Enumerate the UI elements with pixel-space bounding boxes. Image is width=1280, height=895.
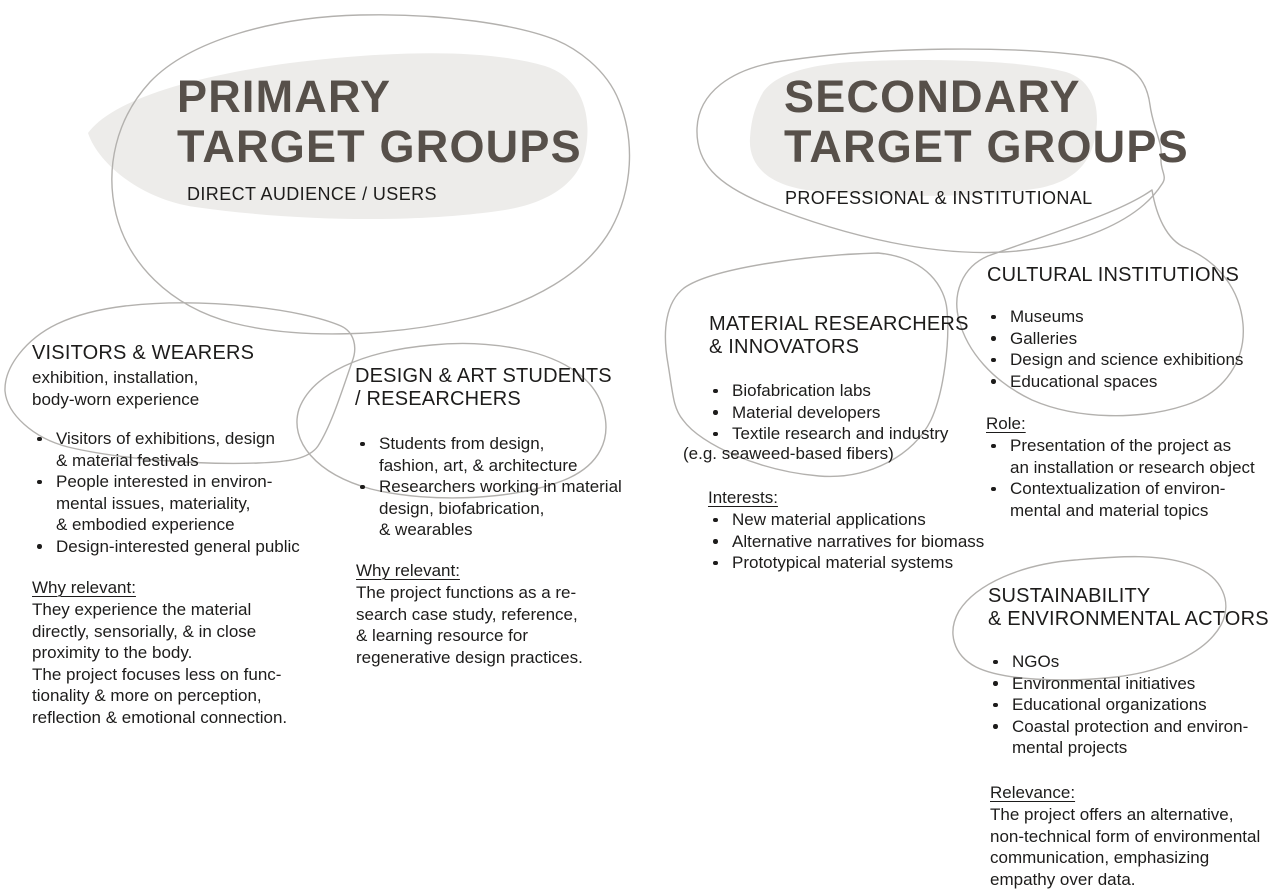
sustainability-relevance-text [990, 804, 1260, 890]
text-line: Prototypical material systems [732, 553, 954, 572]
sustainability-heading [988, 585, 1269, 630]
visitors-subheading [32, 367, 199, 410]
text-line: & ENVIRONMENTAL ACTORS [988, 607, 1269, 630]
text-line: The project focuses less on func- [32, 664, 282, 684]
bullet-item [986, 371, 1243, 393]
bullet-item [988, 716, 1248, 759]
text-line: Material developers [732, 402, 881, 422]
bullet-item [986, 478, 1255, 521]
text-line: Students from design, [379, 434, 545, 453]
text-line: directly, sensorially, & in close [32, 621, 257, 641]
sustainability-bullet-list [988, 651, 1248, 759]
bullet-item [708, 509, 984, 531]
text-line: Contextualization of environ- [1010, 479, 1226, 498]
text-line: fashion, art, & architecture [379, 455, 578, 475]
text-line: tionality & more on perception, [32, 686, 262, 705]
text-line: mental and material topics [1010, 500, 1209, 520]
primary-title [177, 72, 582, 172]
bullet-item [986, 435, 1255, 478]
material-researchers-heading [709, 313, 969, 358]
design-students-bullet-list [355, 433, 622, 541]
primary-subtitle: DIRECT AUDIENCE / USERS [187, 184, 437, 204]
material-researchers-note: (e.g. seaweed-based fibers) [683, 444, 894, 463]
text-line: Educational organizations [1012, 695, 1207, 714]
text-line: mental issues, materiality, [56, 493, 251, 513]
visitors-why-relevant-text [32, 599, 287, 728]
text-line: empathy over data. [990, 869, 1136, 889]
text-line: & material festivals [56, 450, 199, 470]
visitors-why-relevant-label: Why relevant: [32, 578, 136, 597]
text-line: Textile research and industry [732, 424, 949, 443]
bullet-item [986, 349, 1243, 371]
text-line: SUSTAINABILITY [988, 585, 1151, 607]
text-line: & wearables [379, 520, 473, 539]
bullet-item [32, 536, 300, 558]
text-line: Educational spaces [1010, 371, 1158, 391]
text-line: People interested in environ- [56, 472, 273, 491]
primary-title-line1: PRIMARY [177, 71, 392, 122]
text-line: Museums [1010, 307, 1084, 326]
bullet-item [988, 673, 1248, 695]
text-line: New material applications [732, 510, 926, 529]
text-line: DESIGN & ART STUDENTS [355, 365, 612, 387]
text-line: Design and science exhibitions [1010, 350, 1244, 369]
cultural-institutions-role-list [986, 435, 1255, 521]
text-line: Biofabrication labs [732, 381, 871, 400]
cultural-institutions-bullet-list [986, 306, 1243, 392]
secondary-title [784, 72, 1189, 172]
design-students-why-relevant-label: Why relevant: [356, 561, 460, 580]
bullet-item [988, 651, 1248, 673]
cultural-institutions-role-label: Role: [986, 414, 1026, 433]
secondary-subtitle: PROFESSIONAL & INSTITUTIONAL [785, 188, 1093, 208]
text-line: & INNOVATORS [709, 335, 860, 358]
bullet-item [708, 380, 948, 402]
bullet-item [708, 423, 948, 445]
bullet-item [708, 552, 984, 574]
material-researchers-interests-label: Interests: [708, 488, 778, 507]
text-line: communication, emphasizing [990, 848, 1210, 867]
text-line: The project offers an alternative, [990, 805, 1234, 824]
text-line: design, biofabrication, [379, 498, 545, 518]
text-line: The project functions as a re- [356, 583, 577, 602]
text-line: They experience the material [32, 600, 252, 619]
text-line: reflection & emotional connection. [32, 707, 288, 727]
bullet-item [986, 306, 1243, 328]
cultural-institutions-heading: CULTURAL INSTITUTIONS [987, 264, 1239, 286]
text-line: Visitors of exhibitions, design [56, 429, 275, 448]
design-students-why-relevant-text [356, 582, 583, 668]
text-line: Alternative narratives for biomass [732, 531, 985, 551]
text-line: MATERIAL RESEARCHERS [709, 313, 969, 335]
text-line: Environmental initiatives [1012, 673, 1196, 693]
bullet-item [986, 328, 1243, 350]
bullet-item [355, 433, 622, 476]
bullet-item [32, 428, 300, 471]
secondary-title-line2: TARGET GROUPS [784, 121, 1189, 172]
bullet-item [355, 476, 622, 541]
text-line: Coastal protection and environ- [1012, 716, 1249, 736]
primary-title-line2: TARGET GROUPS [177, 121, 582, 172]
text-line: / RESEARCHERS [355, 387, 521, 410]
text-line: Galleries [1010, 328, 1078, 348]
bullet-item [32, 471, 300, 536]
text-line: non-technical form of environmental [990, 826, 1261, 846]
material-researchers-interests-list [708, 509, 984, 574]
text-line: mental projects [1012, 738, 1128, 757]
visitors-heading: VISITORS & WEARERS [32, 342, 255, 364]
text-line: exhibition, installation, [32, 368, 199, 387]
text-line: & embodied experience [56, 515, 235, 534]
secondary-title-line1: SECONDARY [784, 71, 1081, 122]
text-line: proximity to the body. [32, 643, 193, 662]
text-line: an installation or research object [1010, 457, 1255, 477]
text-line: NGOs [1012, 652, 1060, 671]
material-researchers-bullet-list [708, 380, 948, 445]
text-line: regenerative design practices. [356, 647, 583, 667]
bullet-item [708, 402, 948, 424]
visitors-bullet-list [32, 428, 300, 557]
bullet-item [708, 531, 984, 553]
text-line: & learning resource for [356, 626, 528, 645]
text-line: body-worn experience [32, 389, 200, 409]
text-line: Design-interested general public [56, 536, 300, 556]
text-line: Researchers working in material [379, 477, 622, 496]
bullet-item [988, 694, 1248, 716]
text-line: Presentation of the project as [1010, 436, 1232, 455]
design-students-heading [355, 365, 612, 410]
sustainability-relevance-label: Relevance: [990, 783, 1076, 802]
text-line: search case study, reference, [356, 604, 578, 624]
